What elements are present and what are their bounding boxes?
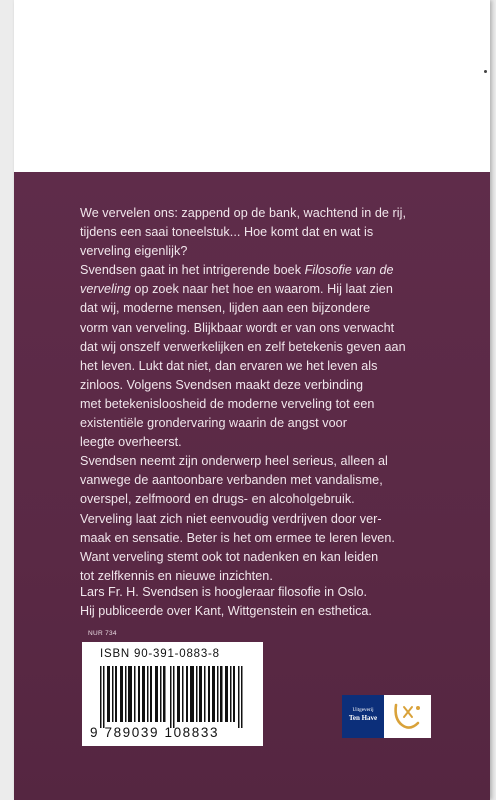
barcode-icon [100, 666, 250, 728]
ean-number: 9 789039 108833 [90, 725, 220, 740]
publisher-label: Uitgeverij [352, 707, 374, 713]
blurb-line: leegte overheerst. [80, 435, 182, 450]
blurb-line: tijdens een saai toneelstuk... Hoe komt dat en wat is [80, 225, 374, 240]
book-back-cover [14, 0, 490, 800]
blurb-line [80, 280, 460, 299]
blurb-line: dat wij, moderne mensen, lijden aan een bijzondere [80, 301, 371, 316]
author-bio-line: Hij publiceerde over Kant, Wittgenstein en esthetica. [80, 604, 372, 619]
isbn-label: ISBN 90-391-0883-8 [100, 648, 220, 660]
publisher-logo-blue [342, 695, 384, 738]
blurb-line: Verveling laat zich niet eenvoudig verdrijven door ver- [80, 511, 382, 526]
publisher-name: Ten Have [348, 714, 378, 722]
blurb-line: vanwege de aantoonbare verbanden met vandalisme, [80, 473, 383, 488]
blurb-fragment: Svendsen gaat in het intrigerende boek [80, 263, 305, 278]
blurb-line: het leven. Lukt dat niet, dan ervaren we het leven als [80, 358, 378, 373]
blurb-line: tot zelfkennis en nieuwe inzichten. [80, 568, 273, 583]
blurb-line: We vervelen ons: zappend op de bank, wachtend in de rij, [80, 206, 407, 220]
blurb-line: verveling eigenlijk? [80, 244, 188, 259]
blurb-line: met betekenisloosheid de moderne verveling tot een [80, 396, 375, 411]
publisher-logo [342, 695, 431, 738]
author-bio-line: Lars Fr. H. Svendsen is hoogleraar filosofie in Oslo. [80, 585, 367, 599]
publisher-emblem-icon [384, 695, 431, 738]
publisher-logo-mark [384, 695, 431, 738]
blurb-line: Want verveling stemt ook tot nadenken en kan leiden [80, 549, 379, 564]
blurb-text [80, 204, 460, 586]
dust-speck [484, 70, 487, 73]
blurb-fragment: op zoek naar het hoe en waarom. Hij laat zien [130, 282, 393, 297]
blurb-line: maak en sensatie. Beter is het om ermee te leren leven. [80, 530, 395, 545]
nur-code: NUR 734 [88, 630, 117, 637]
purple-panel [14, 172, 490, 800]
author-bio [80, 583, 460, 622]
blurb-line: vorm van verveling. Blijkbaar wordt er van ons verwacht [80, 320, 395, 335]
book-title-italic: Filosofie van de [304, 263, 394, 278]
blurb-line: zinloos. Volgens Svendsen maakt deze verbinding [80, 377, 364, 392]
blurb-line: Svendsen neemt zijn onderwerp heel serieus, alleen al [80, 454, 388, 469]
blurb-line: existentiële grondervaring waarin de angst voor [80, 416, 347, 431]
barcode-box [82, 642, 263, 746]
book-title-italic: verveling [80, 282, 131, 297]
blurb-line [80, 261, 460, 280]
blurb-line: dat wij onszelf verwerkelijken en zelf betekenis geven aan [80, 339, 406, 354]
blurb-line: overspel, zelfmoord en drugs- en alcoholgebruik. [80, 492, 355, 507]
